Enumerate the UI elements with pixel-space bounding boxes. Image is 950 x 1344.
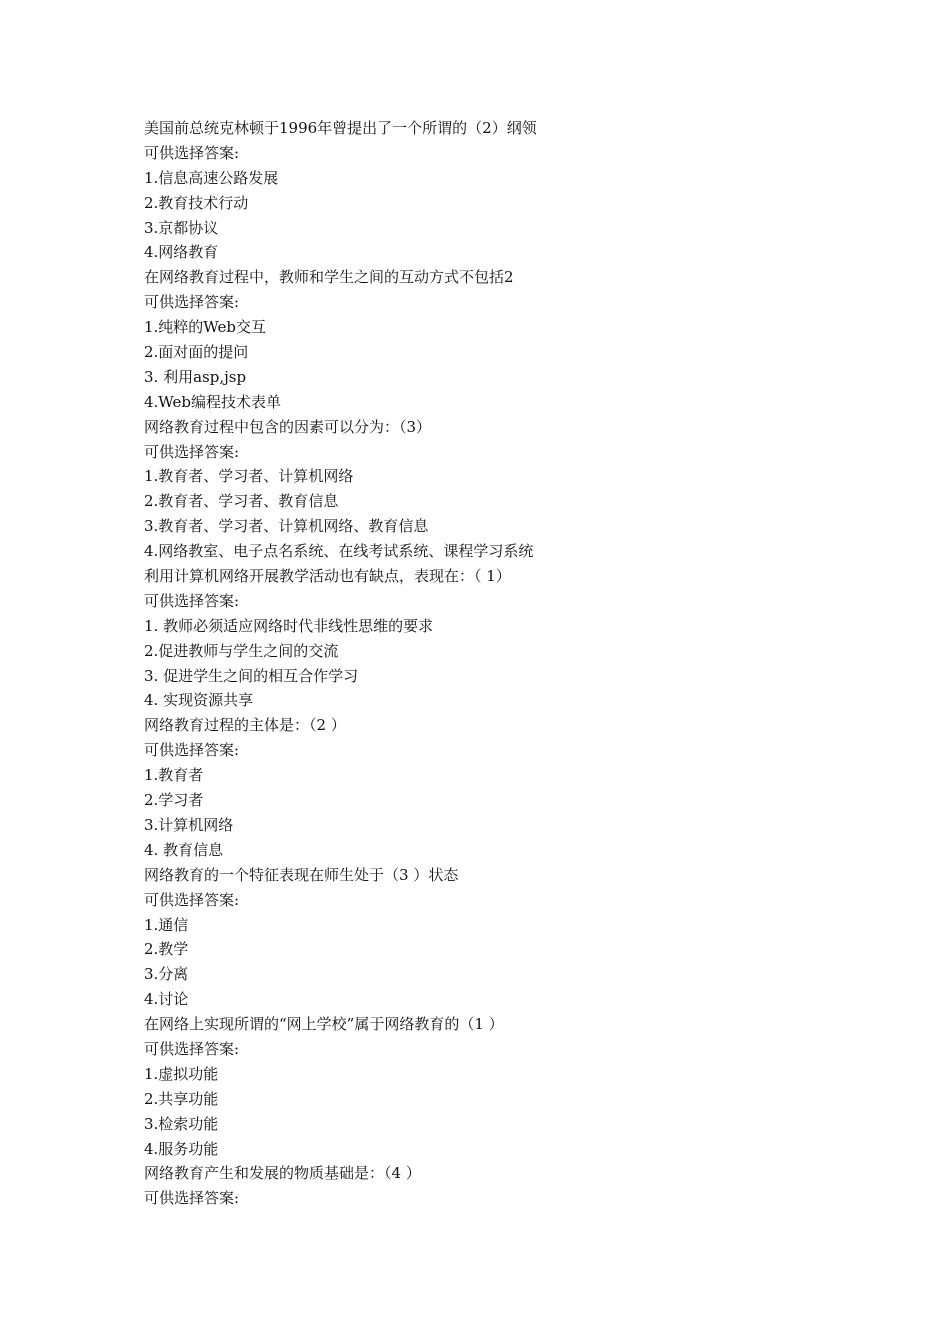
option-item: 1.虚拟功能 [144, 1064, 219, 1083]
option-item: 4.网络教育 [144, 243, 219, 262]
question-text: 在网络教育过程中，教师和学生之间的互动方式不包括2 [144, 268, 514, 287]
option-item: 1.教育者、学习者、计算机网络 [144, 467, 354, 486]
question-block [144, 265, 844, 414]
option-item: 3.检索功能 [144, 1114, 219, 1133]
question-text: 利用计算机网络开展教学活动也有缺点，表现在：（ 1） [144, 567, 511, 586]
option-item: 2.教学 [144, 940, 189, 959]
question-text: 网络教育产生和发展的物质基础是：（4 ） [144, 1164, 421, 1183]
option-item: 2.促进教师与学生之间的交流 [144, 641, 339, 660]
options-label: 可供选择答案: [144, 890, 240, 909]
option-item: 2.教育者、学习者、教育信息 [144, 492, 339, 511]
options-label: 可供选择答案: [144, 293, 240, 312]
question-list [144, 116, 844, 1211]
option-item: 1.信息高速公路发展 [144, 168, 279, 187]
option-item: 4. 实现资源共享 [144, 691, 254, 710]
question-text: 美国前总统克林顿于1996年曾提出了一个所谓的（2）纲领 [144, 119, 537, 137]
options-label: 可供选择答案: [144, 1189, 240, 1208]
option-item: 3. 促进学生之间的相互合作学习 [144, 666, 359, 685]
option-item: 2.教育技术行动 [144, 193, 249, 212]
question-text: 网络教育过程中包含的因素可以分为：（3） [144, 417, 432, 436]
question-block [144, 713, 844, 862]
question-block [144, 863, 844, 1012]
option-item: 2.学习者 [144, 791, 204, 810]
option-item: 3.分离 [144, 965, 189, 984]
question-block [144, 1161, 844, 1211]
option-item: 4. 教育信息 [144, 840, 224, 859]
question-block [144, 116, 844, 265]
option-item: 1.教育者 [144, 766, 204, 785]
option-item: 2.面对面的提问 [144, 343, 249, 362]
question-block [144, 415, 844, 564]
option-item: 4.Web编程技术表单 [144, 392, 281, 411]
question-text: 网络教育的一个特征表现在师生处于（3 ）状态 [144, 865, 459, 884]
question-block [144, 1012, 844, 1161]
options-label: 可供选择答案: [144, 591, 240, 610]
option-item: 1.通信 [144, 915, 189, 934]
options-label: 可供选择答案: [144, 741, 240, 760]
options-label: 可供选择答案: [144, 442, 240, 461]
options-label: 可供选择答案: [144, 143, 240, 162]
option-item: 4.网络教室、电子点名系统、在线考试系统、课程学习系统 [144, 542, 534, 561]
option-item: 1. 教师必须适应网络时代非线性思维的要求 [144, 616, 434, 635]
option-item: 4.服务功能 [144, 1139, 219, 1158]
question-text: 在网络上实现所谓的“网上学校”属于网络教育的（1 ） [144, 1015, 504, 1034]
question-text: 网络教育过程的主体是：（2 ） [144, 716, 346, 735]
option-item: 1.纯粹的Web交互 [144, 318, 266, 337]
question-block [144, 564, 844, 713]
option-item: 3.计算机网络 [144, 815, 234, 834]
option-item: 2.共享功能 [144, 1089, 219, 1108]
option-item: 3.京都协议 [144, 218, 219, 237]
option-item: 4.讨论 [144, 990, 189, 1009]
option-item: 3. 利用asp,jsp [144, 367, 247, 386]
options-label: 可供选择答案: [144, 1039, 240, 1058]
option-item: 3.教育者、学习者、计算机网络、教育信息 [144, 517, 429, 536]
